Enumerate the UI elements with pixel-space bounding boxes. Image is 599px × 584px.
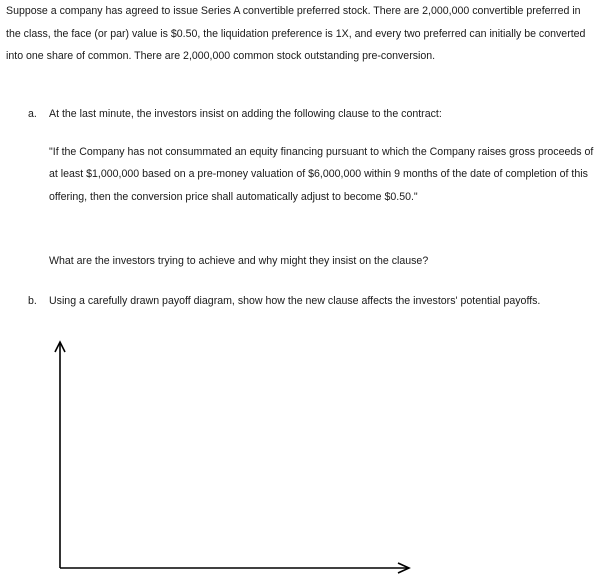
item-a-question: What are the investors trying to achieve and why might they insist on the clause? [49, 255, 429, 267]
item-a-letter: a. [28, 108, 37, 120]
contract-clause-quote: "If the Company has not consummated an equity financing pursuant to which the Company raises gross proceeds of at least $1,000,000 based on a pre-money valuation of $6,000,000 within 9 months of the date of completion of this offering, then the conversion price shall automatically adjust to become $0.50." [49, 146, 594, 203]
item-a-text: At the last minute, the investors insist on adding the following clause to the contract: [49, 108, 442, 120]
intro-paragraph: Suppose a company has agreed to issue Series A convertible preferred stock. There are 2,000,000 convertible preferred in the class, the face (or par) value is $0.50, the liquidation preference is 1X, and every two preferred can initially be converted into one share of common. There are 2,000,000 common stock outstanding pre-conversion. [6, 5, 586, 62]
item-b-letter: b. [28, 295, 37, 307]
item-b-text: Using a carefully drawn payoff diagram, show how the new clause affects the investors' potential payoffs. [49, 295, 541, 307]
